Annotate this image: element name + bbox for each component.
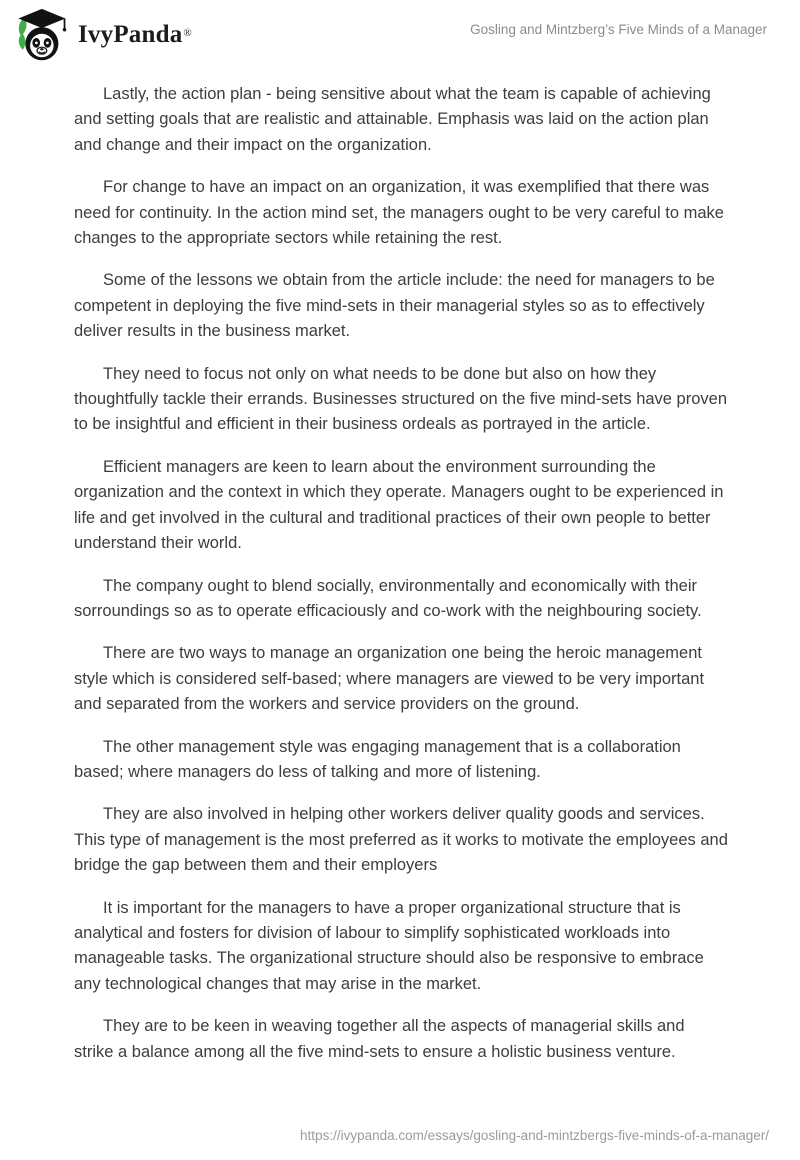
paragraph: The other management style was engaging management that is a collaboration based; where managers do less of talking and more of listening. bbox=[74, 737, 681, 781]
brand-wordmark bbox=[78, 21, 192, 49]
essay-body bbox=[0, 62, 800, 1065]
paragraph: Lastly, the action plan - being sensitive about what the team is capable of achieving and setting goals that are realistic and attainable. Emphasis was laid on the action plan and change and their impact on the organization. bbox=[74, 85, 711, 154]
brand-name: IvyPanda bbox=[78, 21, 183, 48]
page-header bbox=[0, 0, 800, 62]
document-title: Gosling and Mintzberg’s Five Minds of a Manager bbox=[470, 22, 767, 37]
registered-mark: ® bbox=[183, 26, 192, 39]
panda-graduation-cap-icon bbox=[14, 8, 68, 62]
paragraph: It is important for the managers to have a proper organizational structure that is analytical and fosters for division of labour to simplify sophisticated workloads into manageable tasks. The organizational structure should also be responsive to embrace any technological changes that may arise in the market. bbox=[74, 898, 704, 993]
paragraph: For change to have an impact on an organization, it was exemplified that there was need for continuity. In the action mind set, the managers ought to be very careful to make changes to the appropriate sectors while retaining the rest. bbox=[74, 178, 724, 248]
paragraph: Efficient managers are keen to learn about the environment surrounding the organization and the context in which they operate. Managers ought to be experienced in life and get involved in the cultural and traditional practices of their own people to better understand their world. bbox=[74, 457, 724, 553]
paragraph: The company ought to blend socially, environmentally and economically with their sorroundings so as to operate efficaciously and co-work with the neighbouring society. bbox=[74, 576, 702, 620]
paragraph: They are also involved in helping other workers deliver quality goods and services. This type of management is the most preferred as it works to motivate the employees and bridge the gap between them and their employers bbox=[74, 805, 728, 875]
paragraph: Some of the lessons we obtain from the article include: the need for managers to be competent in deploying the five mind-sets in their managerial styles so as to effectively deliver results in the business market. bbox=[74, 271, 715, 341]
paragraph: They need to focus not only on what needs to be done but also on how they thoughtfully tackle their errands. Businesses structured on the five mind-sets have proven to be insightful and efficient in their business ordeals as portrayed in the article. bbox=[74, 364, 728, 434]
page-footer bbox=[300, 1128, 769, 1143]
paragraph: There are two ways to manage an organization one being the heroic management style which is considered self-based; where managers are viewed to be very important and separated from the workers and service providers on the ground. bbox=[74, 644, 705, 714]
paragraph: They are to be keen in weaving together all the aspects of managerial skills and strike a balance among all the five mind-sets to ensure a holistic business venture. bbox=[74, 1017, 685, 1061]
source-url-link[interactable]: https://ivypanda.com/essays/gosling-and-mintzbergs-five-minds-of-a-manager/ bbox=[300, 1128, 769, 1143]
ivypanda-brand bbox=[14, 8, 192, 62]
